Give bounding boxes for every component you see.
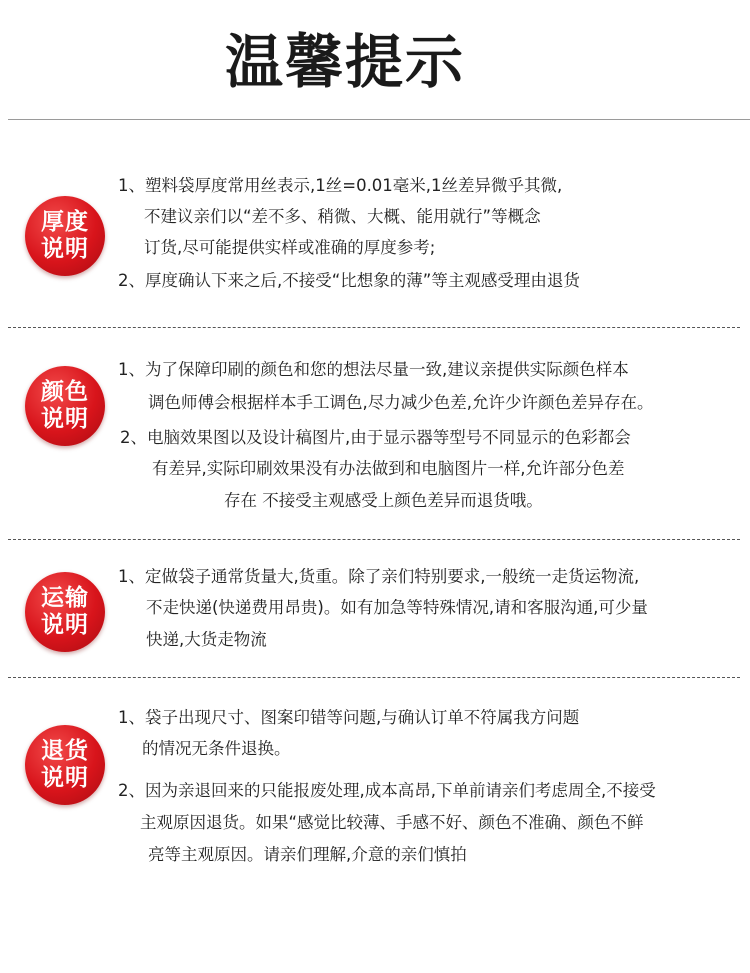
return-badge bbox=[25, 725, 105, 805]
color-line-3: 2、电脑效果图以及设计稿图片,由于显示器等型号不同显示的色彩都会 bbox=[120, 428, 631, 447]
return-line-5: 亮等主观原因。请亲们理解,介意的亲们慎拍 bbox=[148, 845, 467, 864]
badge-label-bottom: 说明 bbox=[41, 406, 89, 432]
return-line-4: 主观原因退货。如果“感觉比较薄、手感不好、颜色不准确、颜色不鲜 bbox=[140, 813, 644, 832]
return-line-1: 1、袋子出现尺寸、图案印错等问题,与确认订单不符属我方问题 bbox=[118, 708, 580, 727]
color-badge bbox=[25, 366, 105, 446]
return-line-2: 的情况无条件退换。 bbox=[142, 739, 291, 758]
color-line-5: 存在 不接受主观感受上颜色差异而退货哦。 bbox=[224, 491, 543, 510]
section-divider bbox=[8, 677, 740, 678]
return-line-3: 2、因为亲退回来的只能报废处理,成本高昂,下单前请亲们考虑周全,不接受 bbox=[118, 781, 656, 800]
badge-label-top: 退货 bbox=[41, 738, 89, 764]
shipping-badge bbox=[25, 572, 105, 652]
thickness-line-2: 不建议亲们以“差不多、稍微、大概、能用就行”等概念 bbox=[144, 207, 541, 226]
thickness-badge bbox=[25, 196, 105, 276]
badge-label-top: 厚度 bbox=[41, 209, 89, 235]
badge-label-top: 颜色 bbox=[41, 379, 89, 405]
color-line-2: 调色师傅会根据样本手工调色,尽力减少色差,允许少许颜色差异存在。 bbox=[148, 393, 654, 412]
thickness-line-1: 1、塑料袋厚度常用丝表示,1丝=0.01毫米,1丝差异微乎其微, bbox=[118, 176, 563, 195]
badge-label-bottom: 说明 bbox=[41, 765, 89, 791]
badge-label-bottom: 说明 bbox=[41, 612, 89, 638]
page-title: 温馨提示 bbox=[224, 28, 465, 96]
shipping-line-1: 1、定做袋子通常货量大,货重。除了亲们特别要求,一般统一走货运物流, bbox=[118, 567, 640, 586]
shipping-line-3: 快递,大货走物流 bbox=[146, 630, 267, 649]
shipping-line-2: 不走快递(快递费用昂贵)。如有加急等特殊情况,请和客服沟通,可少量 bbox=[146, 598, 648, 617]
color-line-4: 有差异,实际印刷效果没有办法做到和电脑图片一样,允许部分色差 bbox=[152, 459, 625, 478]
section-divider bbox=[8, 327, 740, 328]
color-line-1: 1、为了保障印刷的颜色和您的想法尽量一致,建议亲提供实际颜色样本 bbox=[118, 360, 629, 379]
thickness-line-4: 2、厚度确认下来之后,不接受“比想象的薄”等主观感受理由退货 bbox=[118, 271, 580, 290]
title-rule bbox=[8, 119, 750, 120]
section-divider bbox=[8, 539, 740, 540]
badge-label-bottom: 说明 bbox=[41, 236, 89, 262]
badge-label-top: 运输 bbox=[41, 585, 89, 611]
thickness-line-3: 订货,尽可能提供实样或准确的厚度参考; bbox=[144, 238, 436, 257]
